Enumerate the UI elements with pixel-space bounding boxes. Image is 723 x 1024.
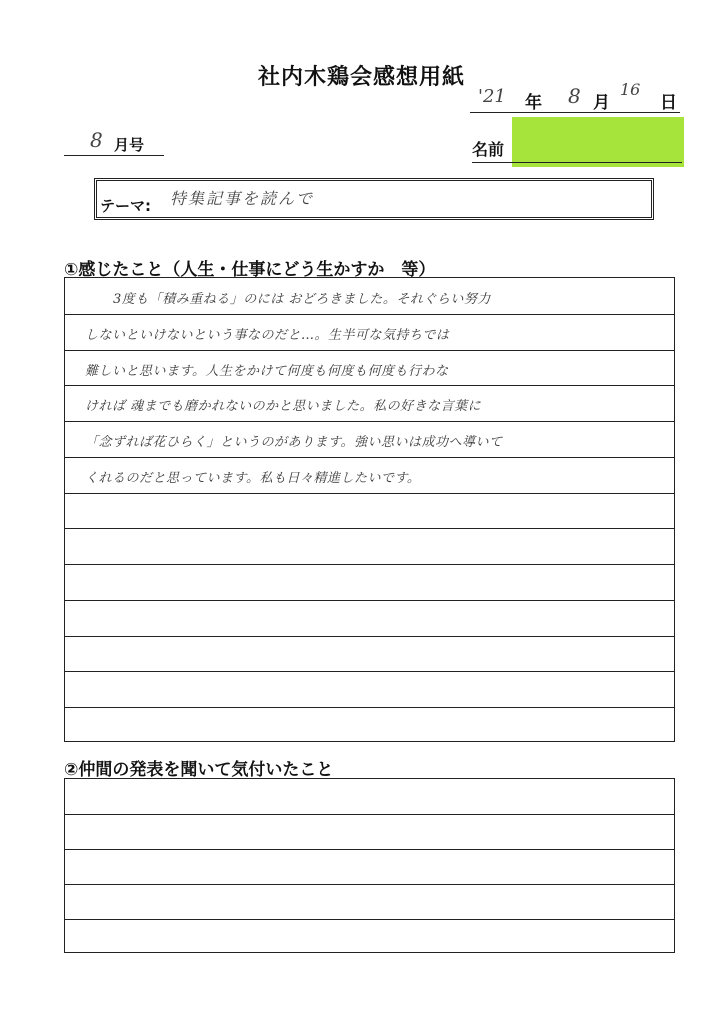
theme-value: 特集記事を読んで — [170, 189, 315, 208]
name-redaction — [512, 117, 684, 167]
section1-rule — [65, 564, 674, 565]
section2-rule — [65, 919, 674, 920]
section1-rule — [65, 314, 674, 315]
section1-rule — [65, 493, 674, 494]
section1-heading: ①感じたこと（人生・仕事にどう生かすか 等） — [64, 260, 436, 280]
section1-line-text: 難しいと思います。人生をかけて何度も何度も何度も行わな — [85, 363, 449, 379]
date-year-label: 年 — [525, 93, 542, 113]
section2-rule — [65, 814, 674, 815]
section2-heading: ②仲間の発表を聞いて気付いたこと — [64, 760, 334, 780]
section1-rule — [65, 671, 674, 672]
section1-rule — [65, 457, 674, 458]
section1-rule — [65, 350, 674, 351]
section1-rule — [65, 385, 674, 386]
form-title: 社内木鶏会感想用紙 — [257, 65, 465, 90]
issue-underline — [64, 155, 164, 156]
date-day-value: 16 — [620, 80, 641, 99]
name-label: 名前 — [472, 140, 505, 159]
issue-month-value: 8 — [90, 128, 103, 152]
section2-rule — [65, 849, 674, 850]
section1-rule — [65, 528, 674, 529]
theme-label: テーマ: — [100, 197, 151, 215]
section1-line-text: ければ 魂までも磨かれないのかと思いました。私の好きな言葉に — [85, 399, 482, 415]
date-month-value: 8 — [568, 84, 581, 108]
section1-line-text: くれるのだと思っています。私も日々精進したいです。 — [85, 470, 421, 486]
date-day-label: 日 — [660, 93, 677, 113]
section1-rule — [65, 421, 674, 422]
section2-lines-box — [64, 778, 675, 953]
section1-line-text: 3度も「積み重ねる」のには おどろきました。それぐらい努力 — [113, 292, 491, 307]
date-year-value: '21 — [478, 86, 506, 107]
date-month-label: 月 — [593, 93, 610, 113]
section1-lines-box — [64, 277, 675, 742]
issue-label: 月号 — [114, 136, 145, 154]
section1-rule — [65, 636, 674, 637]
date-underline — [470, 112, 680, 113]
section1-rule — [65, 600, 674, 601]
section1-line-text: 「念ずれば花ひらく」というのがあります。強い思いは成功へ導いて — [85, 435, 503, 451]
section1-rule — [65, 707, 674, 708]
name-underline — [472, 162, 682, 163]
section1-line-text: しないといけないという事なのだと…。生半可な気持ちでは — [85, 327, 450, 343]
section2-rule — [65, 884, 674, 885]
